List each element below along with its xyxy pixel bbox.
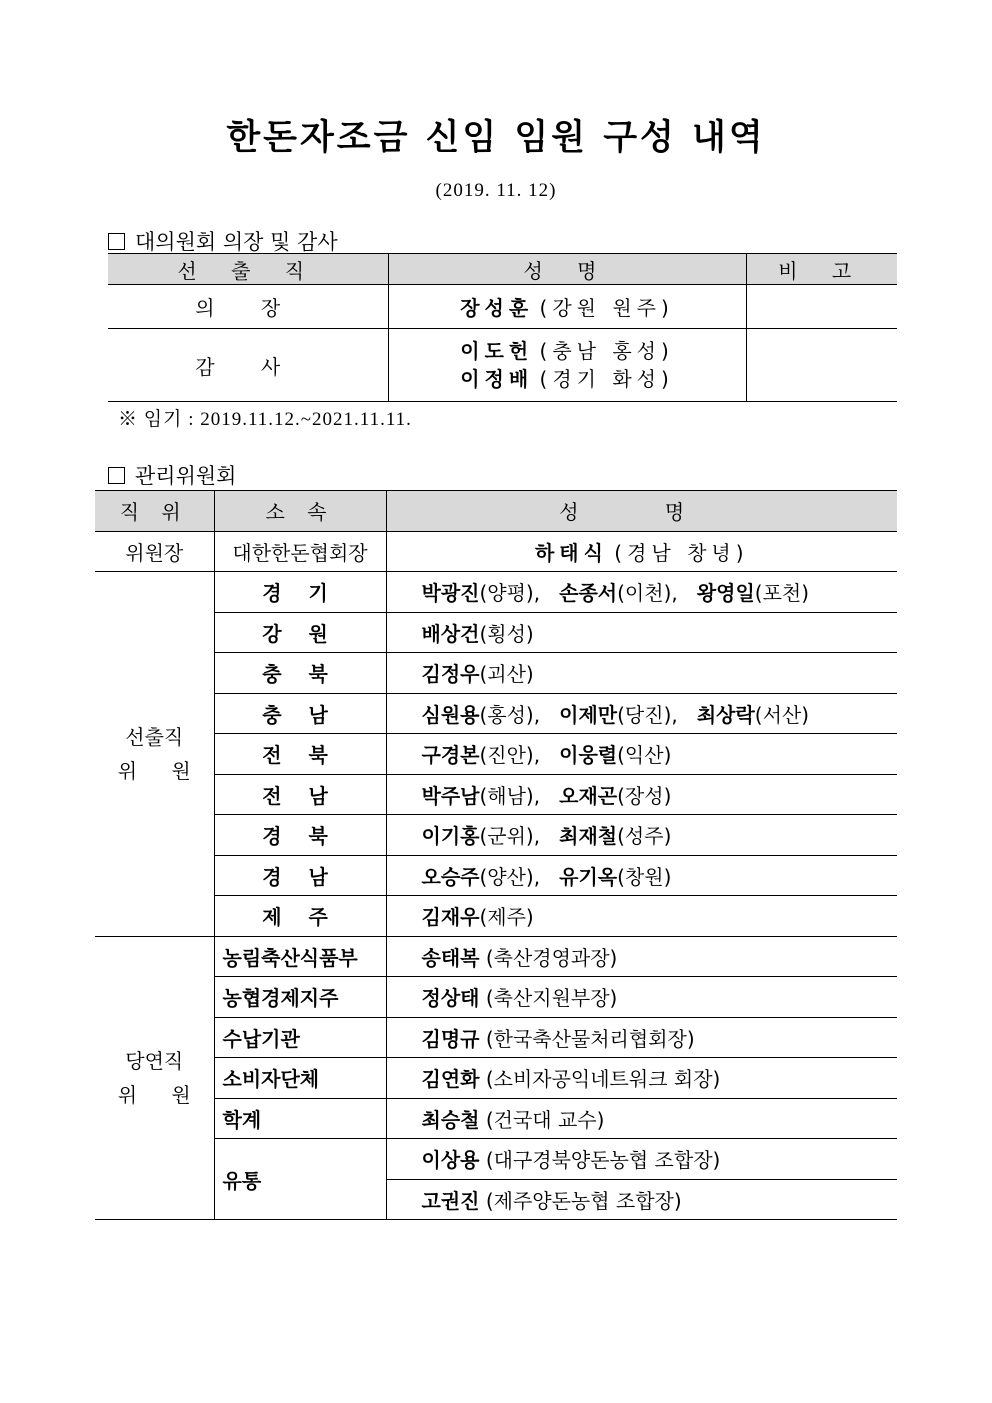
region-cell: 전 북 <box>214 734 386 775</box>
person-region: (경남 창녕) <box>614 540 749 565</box>
name-cell <box>386 1017 897 1058</box>
checkbox-square-icon <box>108 233 125 250</box>
person-region: (경기 화성) <box>539 367 674 391</box>
table-header-row <box>95 491 897 532</box>
person-name: 박광진 <box>421 581 480 606</box>
position-cell <box>95 572 214 937</box>
column-header: 성 명 <box>388 254 746 285</box>
person-area: (양평), <box>479 581 541 606</box>
person-area: (홍성), <box>479 702 541 727</box>
name-cell <box>386 815 897 856</box>
person-area: (괴산) <box>479 662 534 687</box>
table-row <box>95 693 897 734</box>
person-name: 최재철 <box>559 824 618 849</box>
region-cell: 충 남 <box>214 693 386 734</box>
table-row <box>95 1058 897 1099</box>
affiliation-cell: 농협경제지주 <box>214 977 386 1018</box>
person-name: 하태식 <box>534 540 608 565</box>
table-row <box>95 774 897 815</box>
region-cell: 강 원 <box>214 612 386 653</box>
column-header: 직 위 <box>95 491 214 532</box>
name-cell <box>386 572 897 613</box>
position-label: 위 원 <box>117 758 205 783</box>
section-heading-committee <box>108 460 236 490</box>
affiliation-cell: 수납기관 <box>214 1017 386 1058</box>
person-name: 이제만 <box>559 702 618 727</box>
table-row <box>108 285 897 329</box>
person-region: (충남 홍성) <box>539 339 674 363</box>
person-title: (축산경영과장) <box>485 945 618 970</box>
committee-table <box>95 490 897 1220</box>
person-area: (해남), <box>479 783 541 808</box>
name-cell <box>386 1179 897 1220</box>
person-name: 오재곤 <box>559 783 618 808</box>
person-area: (장성) <box>617 783 672 808</box>
person-area: (서산) <box>754 702 810 727</box>
page-title: 한돈자조금 신임 임원 구성 내역 <box>226 118 766 158</box>
person-name: 이정배 <box>460 367 534 391</box>
person-name: 심원용 <box>421 702 480 727</box>
name-cell <box>388 329 746 402</box>
person-title: (축산지원부장) <box>485 986 618 1011</box>
person-area: (이천), <box>617 581 678 606</box>
table-row <box>95 612 897 653</box>
table-row <box>108 329 897 402</box>
region-cell: 경 북 <box>214 815 386 856</box>
column-header: 선 출 직 <box>108 254 388 285</box>
person-title: (제주양돈농협 조합장) <box>485 1188 682 1213</box>
table-row <box>95 1098 897 1139</box>
position-label: 당연직 <box>125 1048 184 1073</box>
name-cell <box>386 734 897 775</box>
region-cell: 경 남 <box>214 855 386 896</box>
name-cell <box>388 285 746 329</box>
table-row <box>95 572 897 613</box>
region-cell: 충 북 <box>214 653 386 694</box>
table-row <box>95 977 897 1018</box>
person-name: 왕영일 <box>696 581 755 606</box>
person-name: 유기옥 <box>559 864 618 889</box>
person-name: 박주남 <box>421 783 480 808</box>
affiliation-cell: 대한한돈협회장 <box>214 531 386 572</box>
name-cell <box>386 1139 897 1180</box>
person-name: 고권진 <box>421 1188 480 1213</box>
person-title: (소비자공익네트워크 회장) <box>485 1067 721 1092</box>
name-cell <box>386 1058 897 1099</box>
name-cell <box>386 693 897 734</box>
person-name: 최상락 <box>696 702 755 727</box>
section-heading-text: 대의원회 의장 및 감사 <box>135 230 338 254</box>
document-date: (2019. 11. 12) <box>435 180 557 201</box>
table-row <box>95 855 897 896</box>
person-name: 이상용 <box>421 1148 480 1173</box>
table-row <box>95 936 897 977</box>
person-area: (군위), <box>479 824 541 849</box>
person-area: (포천) <box>754 581 810 606</box>
region-cell: 제 주 <box>214 896 386 937</box>
person-name: 송태복 <box>421 945 480 970</box>
person-name: 김재우 <box>421 905 480 930</box>
checkbox-square-icon <box>108 467 125 484</box>
table-row <box>95 653 897 694</box>
person-area: (당진), <box>617 702 678 727</box>
person-name: 이웅렬 <box>559 743 618 768</box>
name-cell <box>386 612 897 653</box>
person-name: 구경본 <box>421 743 480 768</box>
person-area: (익산) <box>617 743 672 768</box>
person-title: (대구경북양돈농협 조합장) <box>485 1148 721 1173</box>
name-cell <box>386 977 897 1018</box>
column-header: 비 고 <box>746 254 897 285</box>
table-row <box>95 815 897 856</box>
column-header: 성 명 <box>386 491 897 532</box>
section-heading-delegates <box>108 226 338 256</box>
table-row <box>95 1139 897 1180</box>
person-name: 정상태 <box>421 986 480 1011</box>
person-name: 김정우 <box>421 662 480 687</box>
person-name: 오승주 <box>421 864 480 889</box>
position-label: 위 원 <box>117 1082 205 1107</box>
person-title: (건국대 교수) <box>485 1107 605 1132</box>
position-cell <box>95 936 214 1220</box>
person-area: (진안), <box>479 743 541 768</box>
name-cell <box>386 531 897 572</box>
column-header: 소 속 <box>214 491 386 532</box>
person-area: (횡성) <box>479 621 534 646</box>
name-cell <box>386 1098 897 1139</box>
person-name: 장성훈 <box>460 296 534 320</box>
affiliation-cell: 소비자단체 <box>214 1058 386 1099</box>
name-cell <box>386 896 897 937</box>
person-area: (성주) <box>617 824 672 849</box>
affiliation-cell: 농림축산식품부 <box>214 936 386 977</box>
person-name: 이기홍 <box>421 824 480 849</box>
position-cell: 의 장 <box>108 285 388 329</box>
affiliation-cell: 학계 <box>214 1098 386 1139</box>
table-row <box>95 734 897 775</box>
note-cell <box>746 285 897 329</box>
position-label: 선출직 <box>125 724 184 749</box>
name-cell <box>386 774 897 815</box>
person-title: (한국축산물처리협회장) <box>485 1026 695 1051</box>
person-name: 배상건 <box>421 621 480 646</box>
person-area: (창원) <box>617 864 672 889</box>
person-name: 손종서 <box>559 581 618 606</box>
name-cell <box>386 653 897 694</box>
table-header-row <box>108 254 897 285</box>
affiliation-cell: 유통 <box>214 1139 386 1220</box>
person-name: 최승철 <box>421 1107 480 1132</box>
name-cell <box>386 936 897 977</box>
delegates-table <box>108 253 897 402</box>
person-area: (제주) <box>479 905 534 930</box>
position-cell: 위원장 <box>95 531 214 572</box>
table-row <box>95 1017 897 1058</box>
position-cell: 감 사 <box>108 329 388 402</box>
person-name: 김연화 <box>421 1067 480 1092</box>
person-region: (강원 원주) <box>539 296 674 320</box>
person-name: 김명규 <box>421 1026 480 1051</box>
region-cell: 경 기 <box>214 572 386 613</box>
table-row <box>95 896 897 937</box>
person-area: (양산), <box>479 864 541 889</box>
section-heading-text: 관리위원회 <box>135 464 237 488</box>
name-cell <box>386 855 897 896</box>
table-row <box>95 531 897 572</box>
term-note: ※ 임기 : 2019.11.12.~2021.11.11. <box>118 409 412 430</box>
note-cell <box>746 329 897 402</box>
person-name: 이도헌 <box>460 339 534 363</box>
region-cell: 전 남 <box>214 774 386 815</box>
